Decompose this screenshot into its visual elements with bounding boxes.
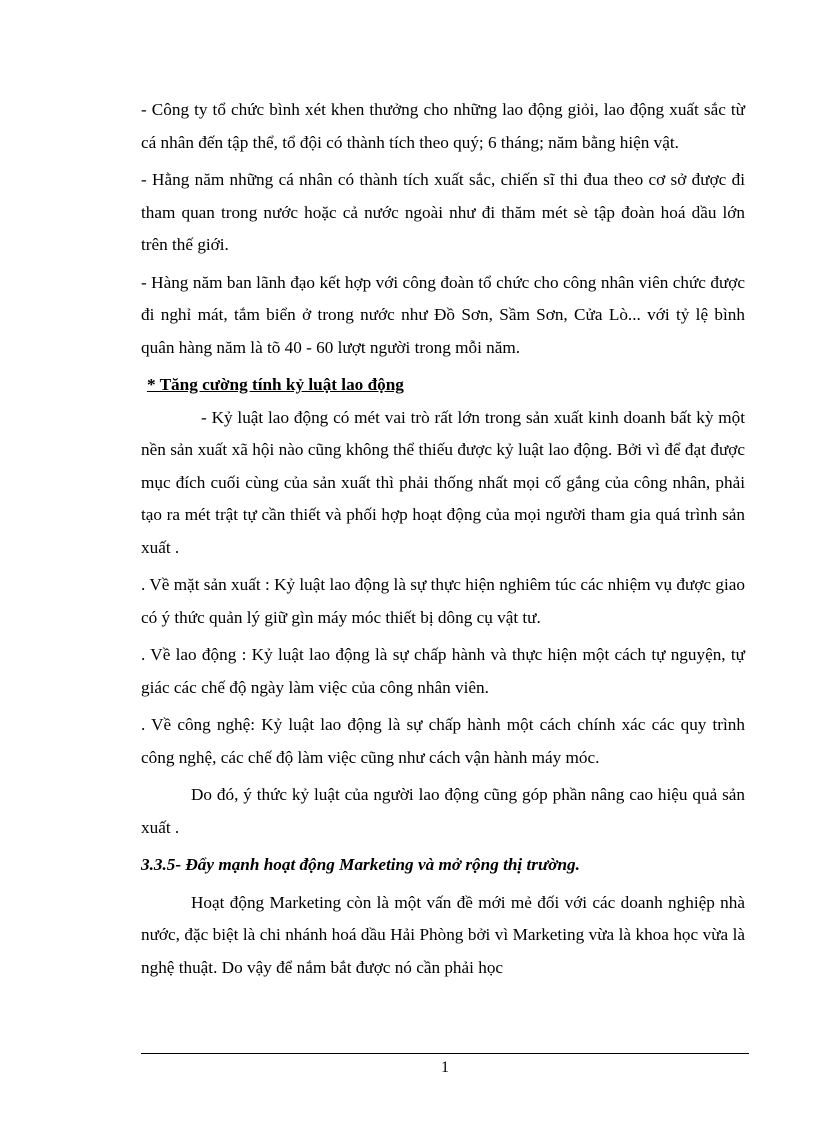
page-number: 1 [441, 1059, 449, 1076]
page-body [141, 94, 745, 989]
heading-marketing-section: 3.3.5- Đẩy mạnh hoạt động Marketing và mở rộng thị trường. [141, 855, 580, 874]
paragraph-vacations: - Hàng năm ban lãnh đạo kết hợp với công đoàn tổ chức cho công nhân viên chức được đi nghỉ mát, tắm biển ở trong nước như Đồ Sơn, Sầm Sơn, Cửa Lò... với tỷ lệ bình quân hàng năm là tõ 40 - 60 lượt người trong mỗi năm. [141, 272, 745, 357]
paragraph-rewards: - Công ty tổ chức bình xét khen thưởng cho những lao động giỏi, lao động xuất sắc từ cá nhân đến tập thể, tổ đội có thành tích theo quý; 6 tháng; năm bằng hiện vật. [141, 100, 745, 152]
paragraph-technology-aspect: . Về công nghệ: Kỷ luật lao động là sự chấp hành một cách chính xác các quy trình công nghệ, các chế độ làm việc cũng như cách vận hành máy móc. [141, 715, 745, 767]
heading-labor-discipline: * Tăng cường tính kỷ luật lao động [147, 375, 404, 394]
paragraph-discipline-role: - Kỷ luật lao động có mét vai trò rất lớn trong sản xuất kinh doanh bất kỳ một nền sản xuất xã hội nào cũng không thể thiếu được kỷ luật lao động. Bởi vì để đạt được mục đích cuối cùng của sản xuất thì phải thống nhất mọi cố gắng của công nhân, phải tạo ra mét trật tự cần thiết và phối hợp hoạt động của mọi người tham gia quá trình sản xuất . [141, 407, 745, 557]
footer-divider [141, 1053, 749, 1054]
paragraph-marketing: Hoạt động Marketing còn là một vấn đề mới mẻ đối với các doanh nghiệp nhà nước, đặc biệt là chi nhánh hoá dầu Hải Phòng bởi vì Marketing vừa là khoa học vừa là nghệ thuật. Do vậy để nắm bắt được nó cần phải học [141, 892, 745, 977]
paragraph-study-tours: - Hằng năm những cá nhân có thành tích xuất sắc, chiến sĩ thi đua theo cơ sở được đi tham quan trong nước hoặc cả nước ngoài như đi thăm mét sè tập đoàn hoá dầu lớn trên thế giới. [141, 170, 745, 254]
paragraph-production-aspect: . Về mặt sản xuất : Kỷ luật lao động là sự thực hiện nghiêm túc các nhiệm vụ được giao có ý thức quản lý giữ gìn máy móc thiết bị dông cụ vật tư. [141, 575, 745, 627]
paragraph-labor-aspect: . Về lao động : Kỷ luật lao động là sự chấp hành và thực hiện một cách tự nguyện, tự giác các chế độ ngày làm việc của công nhân viên. [141, 645, 745, 697]
paragraph-conclusion: Do đó, ý thức kỷ luật của người lao động cũng góp phần nâng cao hiệu quả sản xuất . [141, 785, 745, 837]
